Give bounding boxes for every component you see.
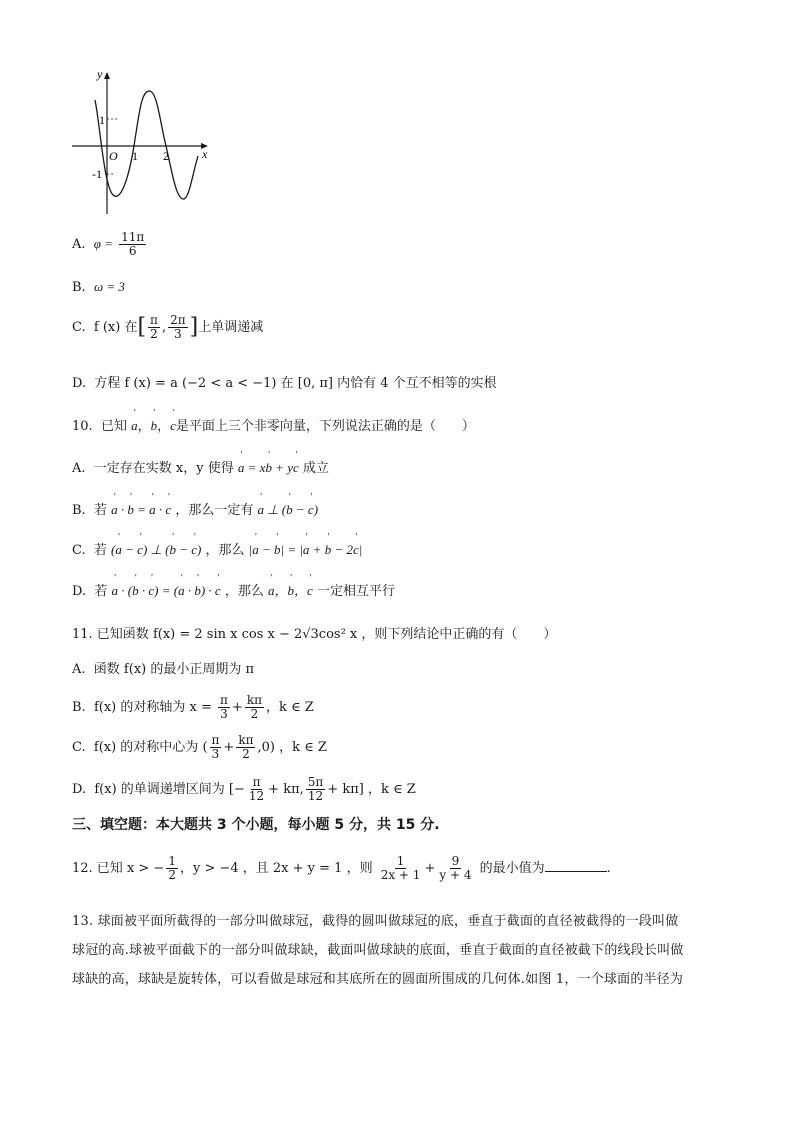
q10-option-d: D. 若 ' a · (' b · ' c) = (' a · ' b) · ' c ，那么 ' a，' b，' c 一定相互平行 (72, 583, 395, 600)
tick-y-1: 1 (99, 113, 105, 127)
q13-line-1: 13. 球面被平面所截得的一部分叫做球冠，截得的圆叫做球冠的底，垂直于截面的直径被截得的一段叫做 (72, 914, 679, 929)
q11-option-a: A. 函数 f(x) 的最小正周期为 π (72, 662, 255, 677)
q13-line-2: 球冠的高.球被平面截下的一部分叫做球缺，截面叫做球缺的底面，垂直于截面的直径被截下的线段长叫做 (72, 943, 684, 958)
y-axis-label: y (97, 67, 103, 81)
tick-x-2: 2 (163, 149, 169, 163)
q10-stem: 10. 已知 ' a，' b，' c是平面上三个非零向量，下列说法正确的是（ ） (72, 418, 475, 435)
q12-stem: 12. 已知 x > − $\frac{1}{2}$ ，y > −4 ，且 2x + y = 1 ，则 $\frac{1}{2x + 1}$ + $\frac{9}{y + 4}$ 的最小值为 . (72, 854, 611, 883)
q11-option-c: C. f(x) 的对称中心为 ( $\frac{\pi}{3}$ + $\frac{k\pi}{2}$ ,0) ，k ∈ Z (72, 733, 327, 762)
q11-stem: 11. 已知函数 f(x) = 2 sin x cos x − 2√3cos² x ，则下列结论中正确的有（ ） (72, 627, 557, 642)
y-axis-arrow (104, 72, 110, 79)
answer-blank[interactable] (545, 859, 607, 872)
tick-x-1: 1 (132, 149, 138, 163)
sine-curve (95, 91, 198, 199)
section-heading: 三、填空题：本大题共 3 个小题，每小题 5 分，共 15 分. (72, 817, 440, 833)
q9-option-d: D. 方程 f (x) = a (−2 < a < −1) 在 [0, π] 内恰有 4 个互不相等的实根 (72, 376, 497, 391)
q11-option-b: B. f(x) 的对称轴为 x = $\frac{\pi}{3}$ + $\frac{k\pi}{2}$ ，k ∈ Z (72, 693, 314, 722)
q9-option-a: A. φ = $\frac{11\pi}{6}$ (72, 230, 145, 259)
q11-option-d: D. f(x) 的单调递增区间为 [− $\frac{\pi}{12}$ + kπ, $\frac{5\pi}{12}$ + kπ] ，k ∈ Z (72, 775, 416, 804)
q10-option-a: A. 一定存在实数 x，y 使得 ' a = x' b + y' c 成立 (72, 460, 329, 477)
origin-label: O (109, 149, 118, 163)
q13-line-3: 球缺的高，球缺是旋转体，可以看做是球冠和其底所在的圆面所围成的几何体.如图 1，一个球面的半径为 (72, 972, 684, 987)
x-axis-label: x (202, 147, 208, 161)
q9-option-b: B. ω = 3 (72, 279, 125, 295)
q9-option-c: C. f (x) 在[ $\frac{\pi}{2}$ , $\frac{2\pi}{3}$ ]上单调递减 (72, 313, 264, 342)
q13-paragraph (72, 907, 720, 994)
tick-y-minus-1: -1 (92, 167, 102, 181)
function-graph (68, 64, 228, 224)
q10-option-c: C. 若 (' a − ' c) ⊥ (' b − ' c) ，那么 |' a − ' b| = |' a + ' b − 2' c| (72, 542, 362, 559)
fraction: $\frac{11\pi}{6}$ (121, 230, 145, 259)
q10-option-b: B. 若 ' a · ' b = ' a · ' c ，那么一定有 ' a ⊥ (' b − ' c) (72, 502, 318, 519)
